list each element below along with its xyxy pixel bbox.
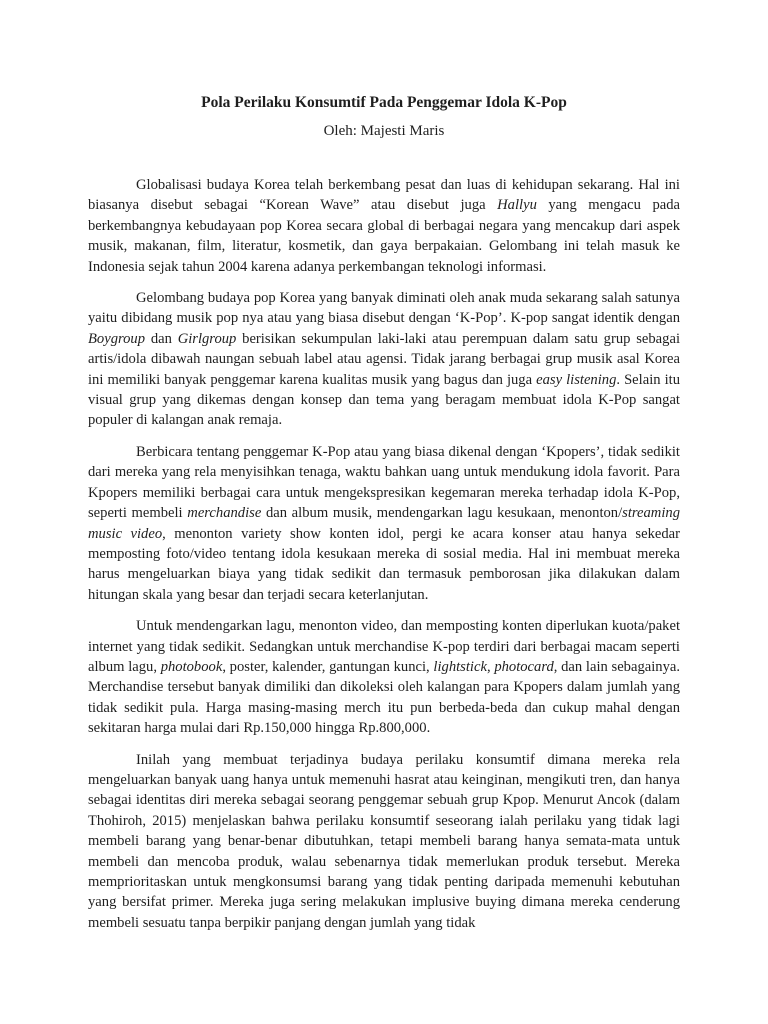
document-body xyxy=(88,175,680,933)
text-run: , poster, kalender, gantungan kunci, xyxy=(222,658,434,675)
document-author: Oleh: Majesti Maris xyxy=(323,123,445,139)
italic-text: photobook xyxy=(160,658,223,675)
text-run: yang mengacu pada berkembangnya kebudayaan pop Korea secara global di berbagai negara yang mencakup dari aspek musik, makanan, film, literatur, kosmetik, dan gaya berpakaian. Gelombang ini telah masuk ke Indonesia sejak tahun 2004 karena adanya perkembangan teknologi informasi. xyxy=(88,197,680,275)
italic-text: lightstick xyxy=(433,658,487,675)
text-run: dan album musik, mendengarkan lagu kesukaan, menonton/ xyxy=(261,505,623,522)
italic-text: Hallyu xyxy=(497,197,537,214)
text-run: Inilah yang membuat terjadinya budaya perilaku konsumtif dimana mereka rela mengeluarkan banyak uang hanya untuk memenuhi hasrat atau keinginan, mengikuti tren, dan hanya sebagai identitas diri mereka sebagai seorang penggemar sebuah grup Kpop. Menurut Ancok (dalam Thohiroh, 2015) menjelaskan bahwa perilaku konsumtif seseorang ialah perilaku yang tidak lagi membeli barang yang benar-benar dibutuhkan, tetapi membeli barang hanya semata-mata untuk membeli dan mencoba produk, walau sebenarnya tidak memerlukan produk tersebut. Mereka memprioritaskan untuk mengkonsumsi barang yang tidak penting daripada memenuhi kebutuhan yang bersifat primer. Mereka juga sering melakukan implusive buying dimana mereka cenderung membeli sesuatu tanpa berpikir panjang dengan jumlah yang tidak xyxy=(88,751,680,931)
text-run: berisikan sekumpulan laki-laki atau perempuan dalam satu grup sebagai artis/idola dibawah naungan sebuah label atau agensi. Tidak jarang berbagai grup musik asal Korea ini memiliki banyak penggemar karena kualitas musik yang bagus dan juga xyxy=(88,330,680,388)
text-run: , dan lain sebagainya. Merchandise tersebut banyak dimiliki dan dikoleksi oleh kalangan para Kpopers dalam jumlah yang tidak sedikit pula. Harga masing-masing merch itu pun berbeda-beda dan cukup mahal dengan sekitaran harga mulai dari Rp.150,000 hingga Rp.800,000. xyxy=(88,658,680,737)
text-run: . Selain itu visual grup yang dikemas dengan konsep dan tema yang beragam membuat idola K-Pop sangat populer di kalangan anak remaja. xyxy=(88,371,680,429)
paragraph xyxy=(88,616,680,738)
text-run: , menonton variety show konten idol, pergi ke acara konser atau hanya sekedar memposting foto/video tentang idola kesukaan mereka di sosial media. Hal ini membuat mereka harus mengeluarkan biaya yang tidak sedikit dan termasuk pemborosan jika dilakukan dalam hitungan skala yang besar dan terjadi secara keterlanjutan. xyxy=(88,525,680,603)
paragraph xyxy=(88,175,680,277)
document-title: Pola Perilaku Konsumtif Pada Penggemar Idola K-Pop xyxy=(201,94,567,111)
paragraph xyxy=(88,750,680,934)
italic-text: streaming music video xyxy=(88,505,680,542)
text-run: Gelombang budaya pop Korea yang banyak diminati oleh anak muda sekarang salah satunya yaitu dibidang musik pop nya atau yang biasa disebut dengan ‘K-Pop’. K-pop sangat identik dengan xyxy=(88,290,680,327)
italic-text: Boygroup xyxy=(88,330,146,347)
paragraph xyxy=(88,442,680,605)
italic-text: easy listening xyxy=(536,371,617,388)
text-run: , xyxy=(486,658,495,675)
text-run: dan xyxy=(145,330,178,347)
italic-text: merchandise xyxy=(187,505,262,522)
paragraph xyxy=(88,288,680,431)
text-run: Globalisasi budaya Korea telah berkembang pesat dan luas di kehidupan sekarang. Hal ini biasanya disebut sebagai “Korean Wave” atau disebut juga xyxy=(88,177,680,214)
italic-text: photocard xyxy=(494,658,554,675)
italic-text: Girlgroup xyxy=(177,330,237,347)
text-run: Untuk mendengarkan lagu, menonton video, dan memposting konten diperlukan kuota/paket internet yang tidak sedikit. Sedangkan untuk merchandise K-pop terdiri dari berbagai macam seperti album lagu, xyxy=(88,618,680,675)
text-run: Berbicara tentang penggemar K-Pop atau yang biasa dikenal dengan ‘Kpopers’, tidak sedikit dari mereka yang rela menyisihkan tenaga, waktu bahkan uang untuk mendukung idola favorit. Para Kpopers memiliki berbagai cara untuk mengekspresikan kegemaran mereka terhadap idola K-Pop, seperti membeli xyxy=(88,443,680,522)
